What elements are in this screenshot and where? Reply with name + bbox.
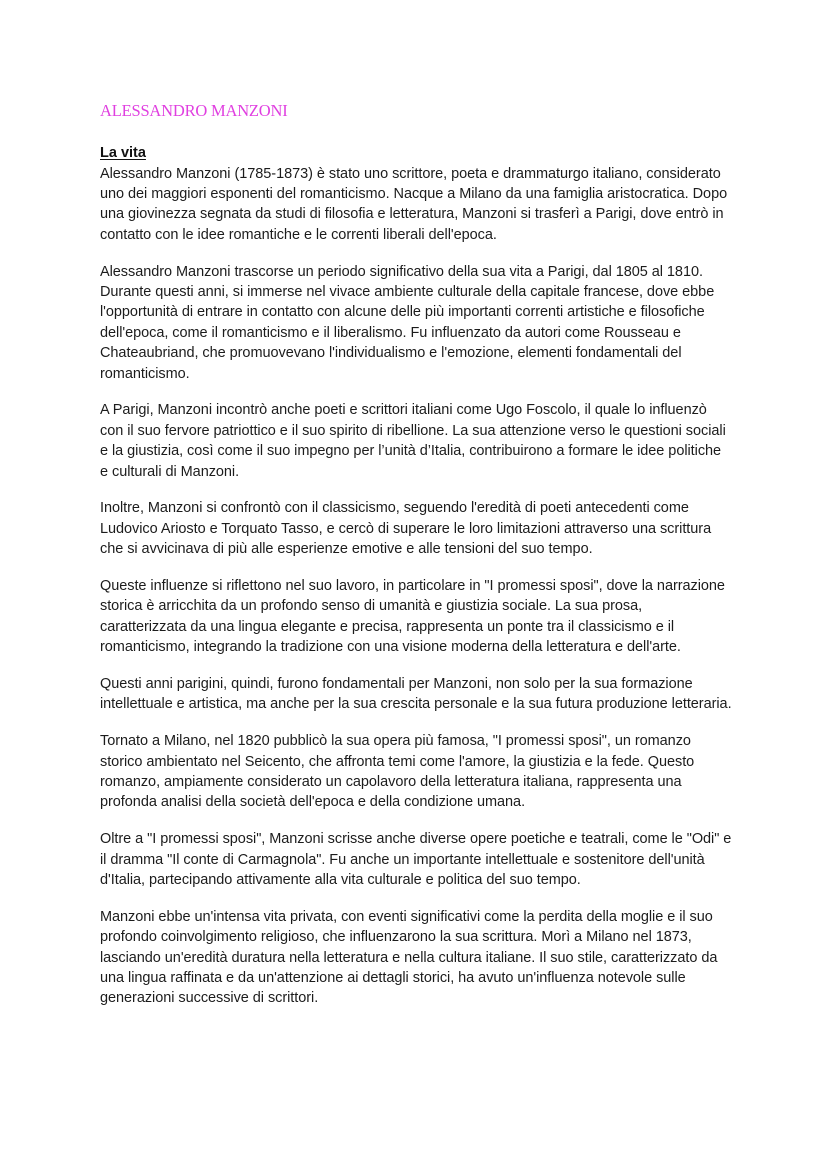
paragraph-1: Alessandro Manzoni (1785-1873) è stato uno scrittore, poeta e drammaturgo italiano, considerato uno dei maggiori esponenti del romanticismo. Nacque a Milano da una famiglia aristocratica. Dopo una giovinezza segnata da studi di filosofia e letteratura, Manzoni si trasferì a Parigi, dove entrò in contatto con le idee romantiche e le correnti liberali dell'epoca. — [100, 165, 728, 243]
paragraph-5: Queste influenze si riflettono nel suo lavoro, in particolare in "I promessi sposi", dove la narrazione storica è arricchita da un profondo senso di umanità e giustizia sociale. La sua prosa, caratterizzata da una lingua elegante e precisa, rappresenta un ponte tra il classicismo e il romanticismo, integrando la tradizione con una visione moderna della letteratura e dell'arte. — [100, 577, 725, 656]
section-heading: La vita — [100, 145, 146, 161]
paragraph-2: Alessandro Manzoni trascorse un periodo significativo della sua vita a Parigi, dal 1805 al 1810. Durante questi anni, si immerse nel vivace ambiente culturale della capitale francese, dove ebbe l'opportunità di entrare in contatto con alcune delle più importanti correnti artistiche e filosofiche dell'epoca, come il romanticismo e il liberalismo. Fu influenzato da autori come Rousseau e Chateaubriand, che promuovevano l'individualismo e l'emozione, elementi fondamentali del romanticismo. — [100, 263, 715, 382]
document-title: ALESSANDRO MANZONI — [100, 101, 288, 120]
paragraph-7: Tornato a Milano, nel 1820 pubblicò la sua opera più famosa, "I promessi sposi", un romanzo storico ambientato nel Seicento, che affronta temi come l'amore, la giustizia e la fede. Questo romanzo, ampiamente considerato un capolavoro della letteratura italiana, rappresenta una profonda analisi della società dell'epoca e della condizione umana. — [100, 733, 695, 811]
paragraph-3: A Parigi, Manzoni incontrò anche poeti e scrittori italiani come Ugo Foscolo, il quale lo influenzò con il suo fervore patriottico e il suo spirito di ribellione. La sua attenzione verso le questioni sociali e la giustizia, così come il suo impegno per l’unità d’Italia, contribuirono a formare le idee politiche e culturali di Manzoni. — [100, 402, 726, 480]
paragraph-4: Inoltre, Manzoni si confrontò con il classicismo, seguendo l'eredità di poeti antecedenti come Ludovico Ariosto e Torquato Tasso, e cercò di superare le loro limitazioni attraverso una scrittura che si avvicinava di più alle esperienze emotive e alle tensioni del suo tempo. — [100, 500, 712, 558]
paragraph-9: Manzoni ebbe un'intensa vita privata, con eventi significativi come la perdita della moglie e il suo profondo coinvolgimento religioso, che influenzarono la sua scrittura. Morì a Milano nel 1873, lasciando un'eredità duratura nella letteratura e nella cultura italiane. Il suo stile, caratterizzato da una lingua raffinata e da un'attenzione ai dettagli storici, ha avuto un'influenza notevole sulle generazioni successive di scrittori. — [100, 908, 718, 1007]
paragraph-6: Questi anni parigini, quindi, furono fondamentali per Manzoni, non solo per la sua formazione intellettuale e artistica, ma anche per la sua crescita personale e la sua futura produzione letteraria. — [100, 675, 732, 713]
document-page — [100, 101, 732, 1025]
paragraph-8: Oltre a "I promessi sposi", Manzoni scrisse anche diverse opere poetiche e teatrali, come le "Odi" e il dramma "Il conte di Carmagnola". Fu anche un importante intellettuale e sostenitore dell'unità d'Italia, partecipando attivamente alla vita culturale e politica del suo tempo. — [100, 831, 732, 889]
section-la-vita — [100, 143, 732, 1009]
